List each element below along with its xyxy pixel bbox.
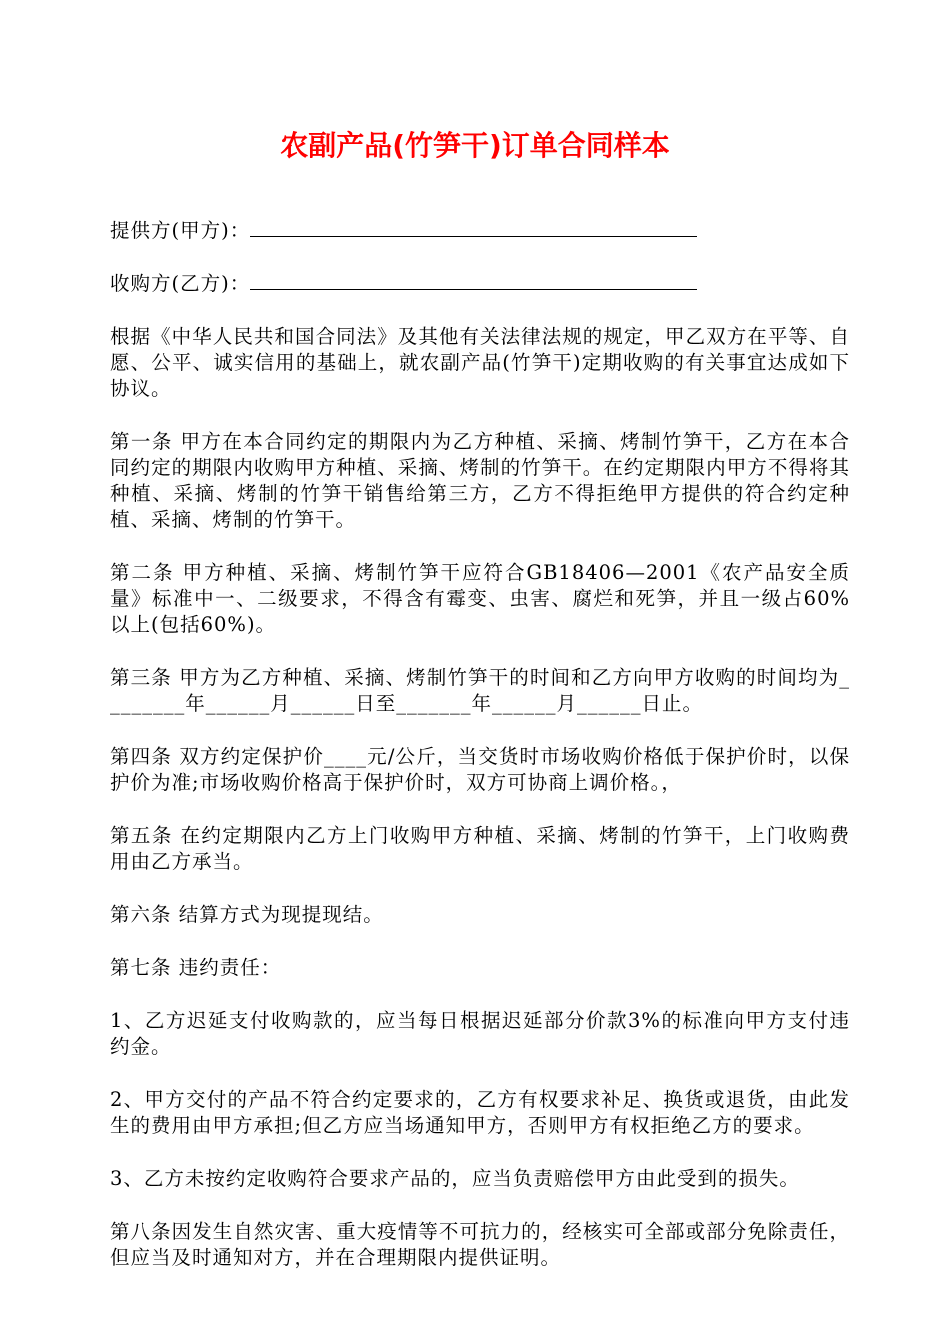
paragraph-liability-1: 1、乙方迟延支付收购款的，应当每日根据迟延部分价款3%的标准向甲方支付违约金。 bbox=[110, 1009, 850, 1058]
party-b-label: 收购方(乙方)： bbox=[110, 272, 251, 295]
document-title: 农副产品(竹笋干)订单合同样本 bbox=[280, 129, 670, 162]
paragraph-liability-2: 2、甲方交付的产品不符合约定要求的，乙方有权要求补足、换货或退货，由此发生的费用由甲方承担;但乙方应当场通知甲方，否则甲方有权拒绝乙方的要求。 bbox=[110, 1088, 850, 1137]
party-a-label: 提供方(甲方)： bbox=[110, 219, 251, 242]
paragraph-article-5: 第五条 在约定期限内乙方上门收购甲方种植、采摘、烤制的竹笋干，上门收购费用由乙方承当。 bbox=[110, 824, 850, 873]
paragraph-article-6: 第六条 结算方式为现提现结。 bbox=[110, 903, 384, 926]
paragraph-article-2: 第二条 甲方种植、采摘、烤制竹笋干应符合GB18406—2001《农产品安全质量》标准中一、二级要求，不得含有霉变、虫害、腐烂和死笋，并且一级占60%以上(包括60%)。 bbox=[110, 561, 850, 636]
paragraph-article-8: 第八条因发生自然灾害、重大疫情等不可抗力的，经核实可全部或部分免除责任，但应当及时通知对方，并在合理期限内提供证明。 bbox=[110, 1220, 850, 1269]
party-b-line bbox=[110, 271, 850, 297]
party-a-blank bbox=[250, 218, 697, 237]
paragraph-preamble: 根据《中华人民共和国合同法》及其他有关法律法规的规定，甲乙双方在平等、自愿、公平、诚实信用的基础上，就农副产品(竹笋干)定期收购的有关事宜达成如下协议。 bbox=[110, 325, 850, 400]
party-a-line bbox=[110, 218, 850, 244]
paragraph-liability-3: 3、乙方未按约定收购符合要求产品的，应当负责赔偿甲方由此受到的损失。 bbox=[110, 1167, 800, 1190]
document-body bbox=[110, 218, 850, 1298]
paragraph-article-3: 第三条 甲方为乙方种植、采摘、烤制竹笋干的时间和乙方向甲方收购的时间均为________年______月______日至_______年______月______日止。 bbox=[110, 666, 850, 715]
paragraph-article-1: 第一条 甲方在本合同约定的期限内为乙方种植、采摘、烤制竹笋干，乙方在本合同约定的期限内收购甲方种植、采摘、烤制的竹笋干。在约定期限内甲方不得将其种植、采摘、烤制的竹笋干销售给第三方，乙方不得拒绝甲方提供的符合约定种植、采摘、烤制的竹笋干。 bbox=[110, 430, 850, 531]
party-b-blank bbox=[250, 271, 697, 290]
paragraph-article-4: 第四条 双方约定保护价____元/公斤，当交货时市场收购价格低于保护价时，以保护价为准;市场收购价格高于保护价时，双方可协商上调价格。， bbox=[110, 745, 850, 794]
paragraph-article-7: 第七条 违约责任： bbox=[110, 956, 282, 979]
